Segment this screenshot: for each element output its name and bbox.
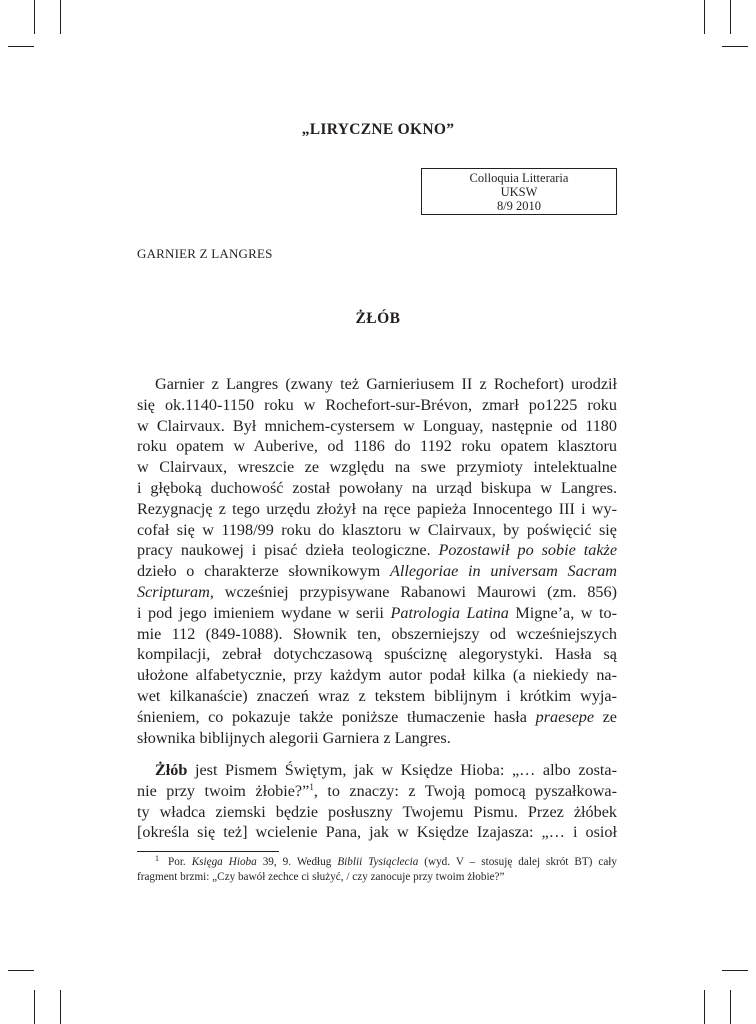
footnote-divider — [137, 851, 279, 852]
footnote-number: 1 — [155, 854, 159, 863]
author-name: GARNIER Z LANGRES — [137, 246, 273, 261]
footnote-line — [137, 855, 617, 870]
italic-term: praesepe — [535, 707, 595, 726]
entry-headword: Żłób — [155, 761, 188, 779]
text-segment: 39, 9. Według — [256, 856, 338, 868]
body-paragraph-intro — [137, 374, 617, 748]
footnote-line: fragment brzmi: „Czy bawół zechce ci służyć, / czy zanocuje przy twoim żłobie?” — [137, 870, 505, 883]
text-line — [137, 603, 617, 624]
text-line — [137, 707, 617, 728]
crop-mark — [704, 0, 705, 34]
italic-title: Biblii Tysiąclecia — [337, 856, 419, 868]
text-segment: nie przy twoim żłobie?” — [137, 781, 310, 800]
text-line: w Clairvaux. Był mnichem-cystersem w Longuay, następnie od 1180 — [137, 416, 617, 435]
crop-mark — [8, 970, 34, 971]
text-line: ułożone alfabetycznie, przy każdym autor podał kilka (a niekiedy na- — [137, 666, 617, 685]
text-line: w Clairvaux, wreszcie ze względu na swe przymioty intelektualne — [137, 458, 617, 477]
text-line: ty władca ziemski będzie posłuszny Twojemu Pismu. Przez żłóbek — [137, 802, 617, 821]
body-paragraph-entry — [137, 760, 617, 843]
text-segment: (wyd. V – stosuję dalej skrót BT) cały — [418, 856, 618, 868]
text-line: się ok.1140-1150 roku w Rochefort-sur-Brévon, zmarł po1225 roku — [137, 395, 617, 414]
text-segment: ze — [594, 707, 617, 726]
italic-title: Księga Hioba — [191, 856, 257, 868]
crop-mark — [722, 970, 748, 971]
footnote-reference[interactable]: 1 — [309, 781, 314, 792]
journal-name: Colloquia Litteraria — [469, 171, 569, 185]
crop-mark — [34, 990, 35, 1024]
crop-mark — [704, 990, 705, 1024]
italic-title: Patrologia Latina — [390, 603, 509, 622]
text-line: i głęboką duchowość został powołany na urząd biskupa w Langres. — [137, 478, 617, 497]
text-line: kompilacji, zebrał dotychczasową spuściznę alegorystyki. Hasła są — [137, 645, 617, 664]
text-line: cofał się w 1198/99 roku do klasztoru w Clairvaux, by poświęcić się — [137, 520, 617, 539]
section-title: „LIRYCZNE OKNO” — [301, 121, 455, 138]
crop-mark — [722, 46, 748, 47]
text-segment: pracy naukowej i pisać dzieła teologiczne. — [137, 541, 439, 560]
crop-mark — [730, 990, 731, 1024]
footnote — [137, 855, 617, 884]
text-segment: , to znaczy: z Twoją pomocą pyszałkowa- — [313, 781, 617, 800]
text-line: [określa się też] wcielenie Pana, jak w Księdze Izajasza: „… i osioł — [137, 823, 617, 842]
article-title: ŻŁÓB — [355, 310, 401, 327]
crop-mark — [60, 0, 61, 34]
text-line: Garnier z Langres (zwany też Garnieriusem II z Rochefort) urodził — [155, 375, 617, 393]
text-segment: Migne’a, w to- — [508, 603, 618, 622]
text-line — [137, 561, 617, 582]
text-line — [137, 781, 617, 802]
text-segment: dzieło o charakterze słownikowym — [137, 562, 390, 581]
text-line — [137, 540, 617, 561]
text-line: słownika biblijnych alegorii Garniera z Langres. — [137, 728, 451, 747]
crop-mark — [730, 0, 731, 34]
text-segment: , wcześniej przypisywane Rabanowi Maurowi (zm. 856) — [209, 582, 617, 601]
italic-title: Scripturam — [137, 582, 210, 601]
journal-issue: 8/9 2010 — [496, 199, 542, 213]
text-line: wet kilkanaście) znaczeń wraz z tekstem biblijnym i krótkim wyja- — [137, 686, 617, 705]
text-line: mie 112 (849-1088). Słownik ten, obszerniejszy od wcześniejszych — [137, 624, 617, 643]
journal-info-box — [421, 168, 617, 215]
text-line — [137, 760, 617, 781]
italic-title: Allegoriae in universam Sacram — [389, 562, 617, 581]
text-line — [137, 582, 617, 603]
crop-mark — [8, 46, 34, 47]
text-segment: jest Pismem Świętym, jak w Księdze Hioba: „… albo zosta- — [187, 761, 617, 779]
text-line: roku opatem w Auberive, od 1186 do 1192 roku opatem klasztoru — [137, 437, 617, 456]
crop-mark — [34, 0, 35, 34]
text-segment: i pod jego imieniem wydane w serii — [137, 603, 391, 622]
journal-institution: UKSW — [500, 185, 538, 199]
italic-segment: Pozostawił po sobie także — [438, 541, 617, 560]
text-segment: Por. — [168, 856, 192, 868]
text-segment: śnieniem, co pokazuje także poniższe tłumaczenie hasła — [137, 707, 536, 726]
crop-mark — [60, 990, 61, 1024]
text-line: Rezygnację z tego urzędu złożył na ręce papieża Innocentego III i wy- — [137, 499, 617, 518]
